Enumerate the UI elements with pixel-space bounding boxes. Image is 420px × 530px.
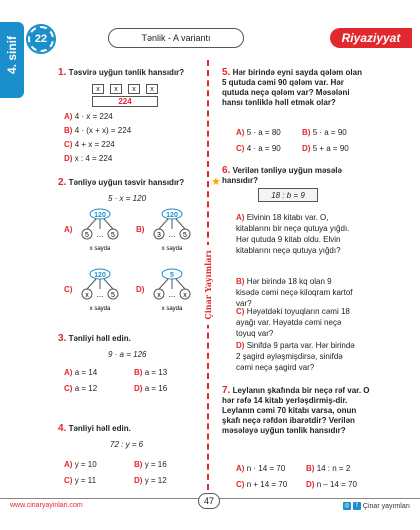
option-c[interactable]: C) Həyətdəki toyuqların cəmi 18 ayağı var. Həyətdə cəmi neçə toyuq var? — [236, 307, 350, 338]
option-b[interactable]: B) Hər birində 18 kq olan 9 kisədə cəmi neçə kiloqram kartof var? — [236, 277, 353, 308]
question-title: Tənliyi həll edin. — [68, 334, 131, 343]
option-a[interactable]: A) Elvinin 18 kitabı var. O, kitablarını bir neçə qutuya yığdı. Hər qutuda 9 kitab oldu. Elvin kitablarını neçə qutuya yığdı? — [236, 213, 350, 255]
option-d[interactable]: D) y = 12 — [134, 476, 167, 485]
question-title: Verilən tənliyə uyğun məsələ hansıdır? — [222, 166, 342, 185]
x-cell: x — [146, 84, 158, 94]
subject-label: Riyaziyyat — [330, 28, 412, 48]
diagram-d — [136, 269, 190, 312]
svg-text:...: ... — [96, 290, 104, 299]
svg-text:...: ... — [168, 290, 176, 299]
svg-text:x sayda: x sayda — [161, 246, 183, 252]
website-link[interactable]: www.cinaryayinlari.com — [10, 502, 83, 509]
question-number: 2. — [58, 177, 67, 188]
option-b[interactable]: B) a = 13 — [134, 368, 168, 377]
question-title: Tənliyi həll edin. — [68, 424, 131, 433]
option-b[interactable]: B) 5 · a = 90 — [302, 128, 347, 137]
option-d[interactable]: D) 5 + a = 90 — [302, 144, 349, 153]
question-4 — [58, 424, 203, 434]
option-a[interactable]: A) 5 · a = 80 — [236, 128, 281, 137]
option-d[interactable]: D) a = 16 — [134, 384, 168, 393]
diagram-a — [64, 209, 118, 252]
svg-text:x: x — [183, 292, 187, 299]
svg-text:x sayda: x sayda — [89, 246, 111, 252]
question-3 — [58, 334, 203, 344]
diagram-b — [136, 209, 190, 252]
svg-text:5: 5 — [111, 292, 115, 299]
question-title: Leylanın şkafında bir neçə rəf var. O hər rəfə 14 kitab yerləşdirmiş-dir. Leylanın cəmi 70 kitabı varsa, onun şkafı neçə rəfdən ibarətdir? Verilən məsələyə uyğun tənlik hansıdır? — [222, 386, 370, 435]
option-c[interactable]: C) n + 14 = 70 — [236, 480, 288, 489]
svg-text:x sayda: x sayda — [161, 306, 183, 312]
brand-vertical: Çinar Yayımları — [203, 245, 213, 325]
diagram-options — [60, 206, 206, 324]
svg-text:5: 5 — [183, 232, 187, 239]
page-number: 47 — [198, 493, 220, 509]
equation: 5 · x = 120 — [108, 194, 147, 203]
option-b[interactable]: B) 14 : n = 2 — [306, 464, 351, 473]
instagram-icon: ◎ — [344, 503, 350, 509]
svg-text:120: 120 — [94, 272, 106, 279]
question-6 — [222, 166, 372, 186]
svg-text:120: 120 — [94, 212, 106, 219]
page-title: Tənlik - A variantı — [108, 28, 244, 48]
grade-label: 4. sinif — [5, 36, 19, 75]
question-5 — [222, 68, 362, 108]
diagram-c — [64, 269, 118, 312]
svg-text:...: ... — [96, 230, 104, 239]
svg-text:D): D) — [136, 285, 145, 294]
x-cell: x — [92, 84, 104, 94]
question-7 — [222, 386, 372, 436]
svg-text:...: ... — [168, 230, 176, 239]
question-number: 3. — [58, 333, 67, 344]
option-a[interactable]: A) y = 10 — [64, 460, 97, 469]
svg-text:5: 5 — [111, 232, 115, 239]
x-cell: x — [128, 84, 140, 94]
svg-text:x: x — [157, 292, 161, 299]
question-title: Hər birində eyni sayda qələm olan 5 qutuda cəmi 90 qələm var. Hər qutuda neçə qələm var? Məsələni hansı tənliklə həll etmək olar? — [222, 68, 362, 107]
question-title: Təsvirə uyğun tənlik hansıdır? — [68, 68, 185, 77]
option-d[interactable]: D) n – 14 = 70 — [306, 480, 357, 489]
svg-text:120: 120 — [166, 212, 178, 219]
question-title: Tənliyə uyğun təsvir hansıdır? — [68, 178, 185, 187]
question-2 — [58, 178, 208, 188]
question-number: 7. — [222, 385, 231, 396]
option-c[interactable]: C) 4 · a = 90 — [236, 144, 281, 153]
star-icon: ★ — [211, 176, 221, 188]
option-c[interactable]: C) a = 12 — [64, 384, 98, 393]
svg-text:C): C) — [64, 285, 73, 294]
question-number: 6. — [222, 165, 231, 176]
svg-text:3: 3 — [157, 232, 161, 239]
option-b[interactable]: B) y = 16 — [134, 460, 167, 469]
svg-text:5: 5 — [85, 232, 89, 239]
svg-text:B): B) — [136, 225, 145, 234]
total-box: 224 — [92, 96, 158, 107]
facebook-icon: f — [353, 502, 361, 510]
social-handle-label: Çinar yayımları — [362, 502, 410, 510]
option-c[interactable]: C) y = 11 — [64, 476, 97, 485]
svg-text:A): A) — [64, 225, 73, 234]
option-d[interactable]: D) x : 4 = 224 — [64, 154, 113, 163]
option-d[interactable]: D) Sinifdə 9 parta var. Hər birində 2 şagird əyləşmişdirsə, sinifdə cəmi neçə şagird var? — [236, 341, 355, 372]
question-number: 5. — [222, 67, 231, 78]
option-b[interactable]: B) 4 · (x + x) = 224 — [64, 126, 132, 135]
question-number: 4. — [58, 423, 67, 434]
test-number-badge: 22 — [28, 26, 54, 52]
equation: 72 : y = 6 — [110, 440, 144, 449]
equation: 9 · a = 126 — [108, 350, 147, 359]
equation-box: 18 : b = 9 — [258, 188, 318, 202]
x-cell: x — [110, 84, 122, 94]
svg-text:x sayda: x sayda — [89, 306, 111, 312]
svg-text:5: 5 — [170, 272, 174, 279]
option-a[interactable]: A) n · 14 = 70 — [236, 464, 286, 473]
social-handle[interactable] — [343, 502, 410, 510]
option-a[interactable]: A) a = 14 — [64, 368, 98, 377]
svg-text:x: x — [85, 292, 89, 299]
option-c[interactable]: C) 4 + x = 224 — [64, 140, 115, 149]
question-1 — [58, 68, 203, 78]
question-number: 1. — [58, 67, 67, 78]
option-a[interactable]: A) 4 · x = 224 — [64, 112, 113, 121]
